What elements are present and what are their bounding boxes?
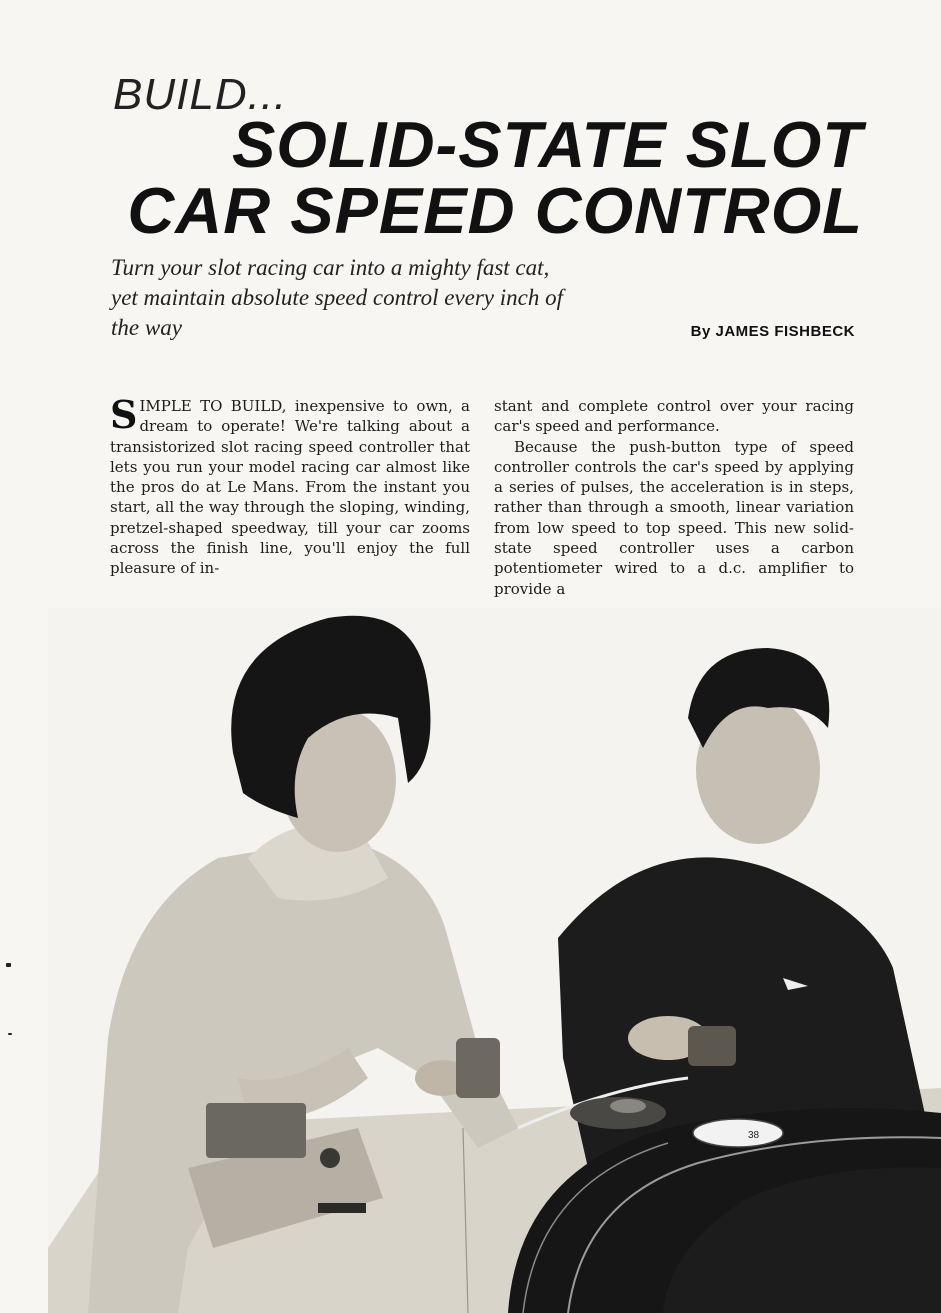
byline: By JAMES FISHBECK [690, 323, 855, 340]
article-photo [48, 608, 941, 1313]
hand-controller [456, 1038, 500, 1098]
car-body [693, 1119, 783, 1147]
man-controller [688, 1026, 736, 1066]
terminal-strip [318, 1203, 366, 1213]
transformer-block [206, 1103, 306, 1158]
article-column-left [110, 392, 470, 579]
article-column-right [494, 396, 854, 599]
article-title: SOLID-STATE SLOT CAR SPEED CONTROL [127, 108, 863, 247]
race-car-white [693, 1119, 783, 1147]
article-deck: Turn your slot racing car into a mighty fast cat, yet maintain absolute speed control every inch of the way [111, 255, 564, 340]
race-car-dark [570, 1097, 666, 1129]
paragraph-intro [110, 392, 470, 579]
knob [320, 1148, 340, 1168]
car-number: 38 [748, 1130, 760, 1141]
margin-mark [8, 1033, 12, 1035]
car-windshield [610, 1099, 646, 1113]
paragraph-intro-text: IMPLE TO BUILD, inexpensive to own, a dream to operate! We're talking about a transistorized slot racing speed controller that lets you run your model racing car almost like the pros do at Le Mans. From the instant you start, all the way through the sloping, winding, pretzel-shaped speedway, till your car zooms across the finish line, you'll enjoy the full pleasure of in- [110, 397, 470, 578]
article-kicker: BUILD... [113, 70, 288, 119]
paragraph-speed-control: Because the push-button type of speed controller controls the car's speed by applying a series of pulses, the acceleration is in steps, rather than through a smooth, linear variation from low speed to top speed. This new solid-state speed controller uses a carbon potentiometer wired to a d.c. amplifier to provide a [494, 437, 854, 598]
paragraph-intro-continued: stant and complete control over your racing car's speed and performance. [494, 397, 854, 436]
drop-cap: S [110, 392, 138, 437]
margin-mark [6, 963, 11, 967]
